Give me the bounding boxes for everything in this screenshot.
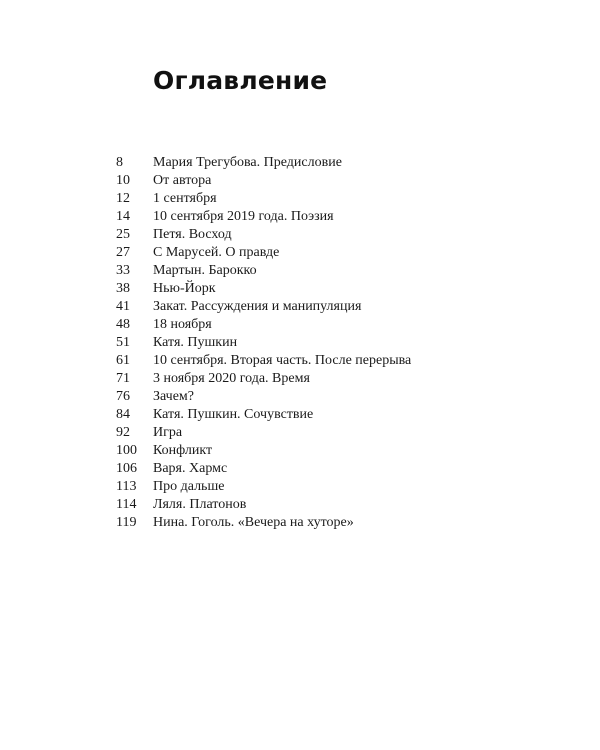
toc-row [116, 442, 411, 460]
toc-page-number: 41 [116, 299, 130, 314]
toc-entry-title: Про дальше [153, 479, 225, 494]
toc-row [116, 460, 411, 478]
toc-page-number: 33 [116, 263, 130, 278]
toc-row [116, 298, 411, 316]
toc-row [116, 424, 411, 442]
toc-entry-title: 1 сентября [153, 191, 217, 206]
toc-entry-title: Ляля. Платонов [153, 497, 247, 512]
toc-entry-title: Игра [153, 425, 183, 440]
toc-row [116, 154, 411, 172]
toc-row [116, 352, 411, 370]
toc-page-number: 27 [116, 245, 130, 260]
toc-entry-title: 18 ноября [153, 317, 212, 332]
toc-page-number: 14 [116, 209, 130, 224]
toc-entry-title: Петя. Восход [153, 227, 232, 242]
toc-entry-title: Нина. Гоголь. «Вечера на хуторе» [153, 515, 354, 530]
toc-row [116, 478, 411, 496]
toc-entry-title: Зачем? [153, 389, 194, 404]
toc-entry-title: Катя. Пушкин. Сочувствие [153, 407, 314, 422]
toc-entry-title: Конфликт [153, 443, 213, 458]
toc-row [116, 406, 411, 424]
toc-entry-title: Мартын. Барокко [153, 263, 257, 278]
toc-row [116, 190, 411, 208]
toc-page-number: 84 [116, 407, 130, 422]
toc-entry-title: Нью-Йорк [153, 281, 216, 296]
toc-page-number: 114 [116, 497, 137, 512]
toc-row [116, 514, 411, 532]
toc-entry-title: С Марусей. О правде [153, 245, 280, 260]
toc-page-number: 61 [116, 353, 130, 368]
toc-entry-title: 10 сентября 2019 года. Поэзия [153, 209, 334, 224]
toc-page-number: 100 [116, 443, 137, 458]
toc-page-number: 92 [116, 425, 130, 440]
toc-row [116, 334, 411, 352]
toc-entry-title: Мария Трегубова. Предисловие [153, 155, 342, 170]
toc-page-number: 51 [116, 335, 130, 350]
toc-row [116, 208, 411, 226]
toc-page-number: 71 [116, 371, 130, 386]
toc-row [116, 370, 411, 388]
toc-row [116, 388, 411, 406]
toc-row [116, 496, 411, 514]
toc-page-number: 12 [116, 191, 130, 206]
toc-row [116, 226, 411, 244]
toc-entry-title: Катя. Пушкин [153, 335, 238, 350]
toc-row [116, 262, 411, 280]
toc-page-number: 113 [116, 479, 137, 494]
toc-row [116, 316, 411, 334]
toc-page-number: 119 [116, 515, 137, 530]
toc-page-number: 48 [116, 317, 130, 332]
toc-row [116, 172, 411, 190]
toc-entry-title: От автора [153, 173, 212, 188]
toc-row [116, 244, 411, 262]
toc-entry-title: Закат. Рассуждения и манипуляция [153, 299, 362, 314]
toc-row [116, 280, 411, 298]
toc-page-number: 8 [116, 155, 123, 170]
toc-entry-title: 10 сентября. Вторая часть. После перерыва [153, 353, 412, 368]
toc-page-number: 10 [116, 173, 130, 188]
toc-page-number: 38 [116, 281, 130, 296]
toc-list [116, 154, 411, 532]
toc-entry-title: 3 ноября 2020 года. Время [153, 371, 310, 386]
toc-page-number: 76 [116, 389, 130, 404]
toc-page-number: 106 [116, 461, 137, 476]
page-title: Оглавление [153, 66, 328, 95]
toc-entry-title: Варя. Хармс [153, 461, 228, 476]
toc-page-number: 25 [116, 227, 130, 242]
